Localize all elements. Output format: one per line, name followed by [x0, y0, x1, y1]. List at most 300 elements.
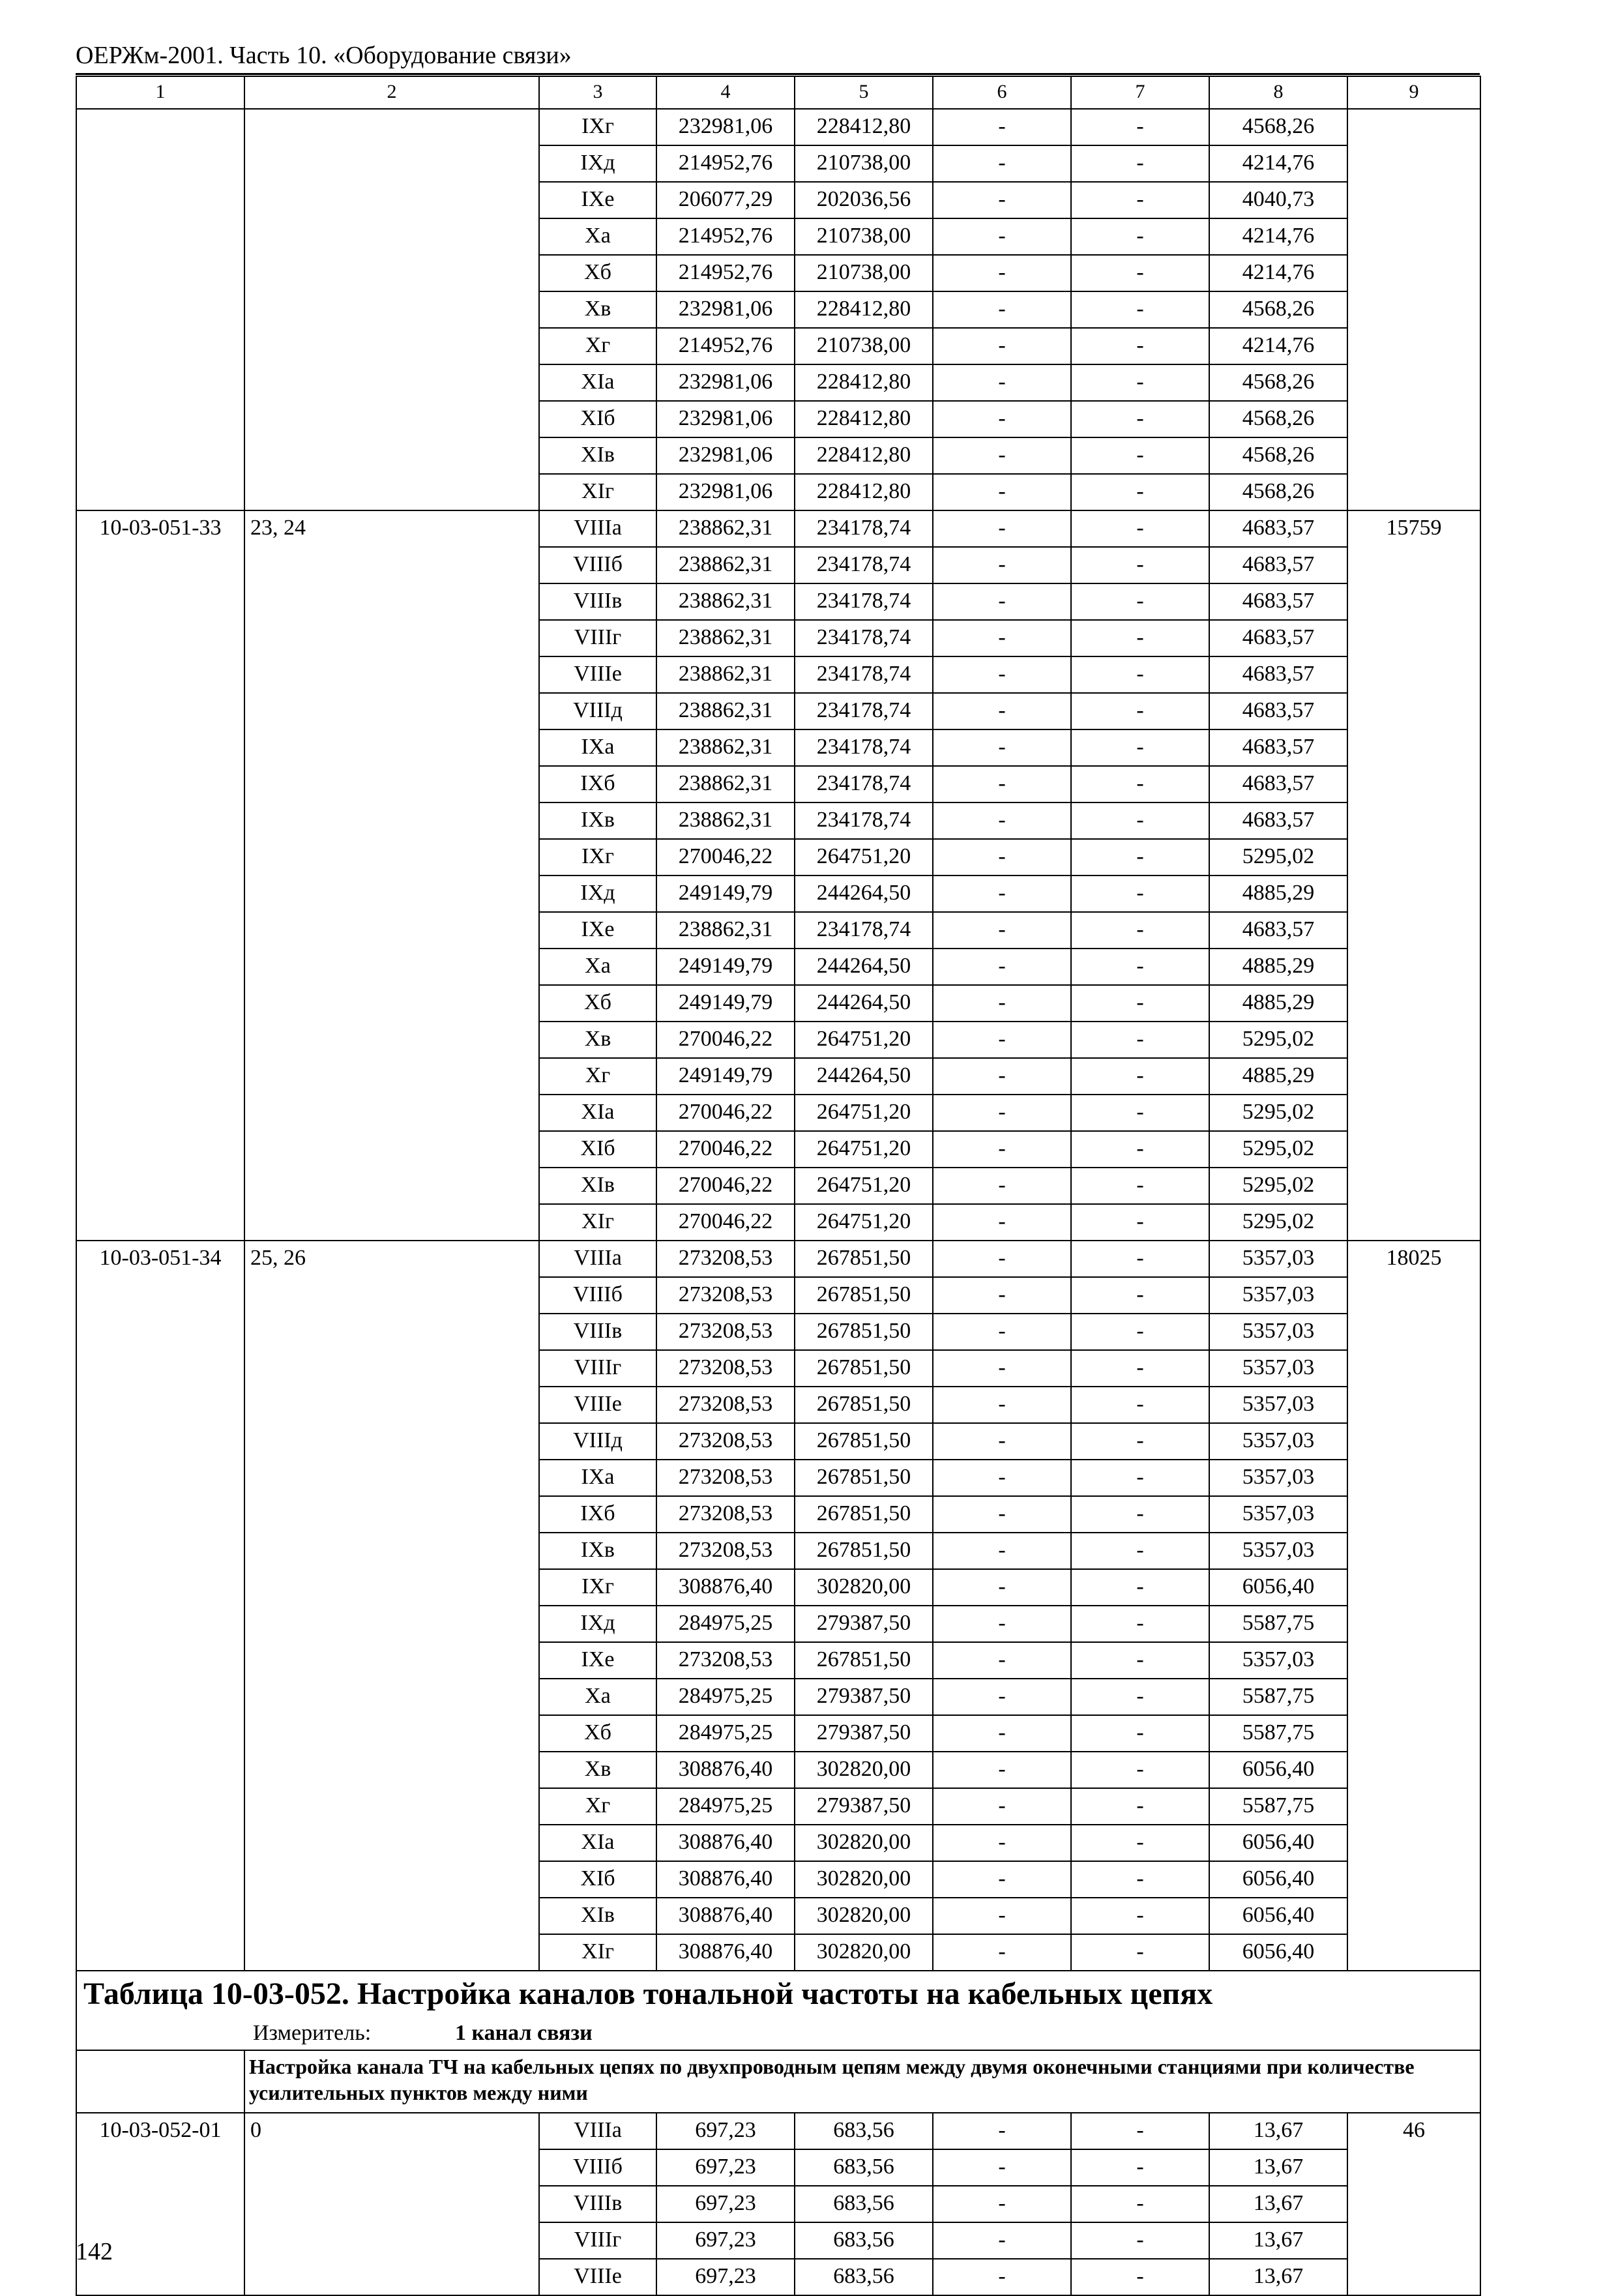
wage-cell: 228412,80 [795, 109, 933, 145]
territorial-zone-cell: XIв [539, 1898, 656, 1934]
direct-cost-cell: 249149,79 [656, 876, 795, 912]
machine-cost-cell: - [933, 364, 1071, 401]
territorial-zone-cell: VIIIе [539, 2259, 656, 2295]
driver-wage-cell: - [1071, 839, 1209, 876]
materials-cost-cell: 6056,40 [1209, 1825, 1347, 1861]
machine-cost-cell: - [933, 1788, 1071, 1825]
territorial-zone-cell: IXд [539, 145, 656, 182]
territorial-zone-cell: Xг [539, 1788, 656, 1825]
direct-cost-cell: 232981,06 [656, 364, 795, 401]
driver-wage-cell: - [1071, 729, 1209, 766]
parameters-cell: 25, 26 [244, 1241, 539, 1971]
territorial-zone-cell: XIб [539, 1131, 656, 1168]
machine-cost-cell: - [933, 2259, 1071, 2295]
wage-cell: 234178,74 [795, 547, 933, 583]
driver-wage-cell: - [1071, 802, 1209, 839]
direct-cost-cell: 273208,53 [656, 1387, 795, 1423]
driver-wage-cell: - [1071, 949, 1209, 985]
territorial-zone-cell: XIа [539, 1095, 656, 1131]
territorial-zone-cell: Xб [539, 985, 656, 1022]
machine-cost-cell: - [933, 1898, 1071, 1934]
territorial-zone-cell: VIIIд [539, 693, 656, 729]
direct-cost-cell: 273208,53 [656, 1460, 795, 1496]
materials-cost-cell: 4568,26 [1209, 291, 1347, 328]
machine-cost-cell: - [933, 1387, 1071, 1423]
materials-cost-cell: 5295,02 [1209, 1168, 1347, 1204]
column-number: 3 [539, 76, 656, 109]
wage-cell: 234178,74 [795, 766, 933, 802]
materials-cost-cell: 4885,29 [1209, 949, 1347, 985]
materials-cost-cell: 5357,03 [1209, 1350, 1347, 1387]
wage-cell: 279387,50 [795, 1606, 933, 1642]
driver-wage-cell: - [1071, 1460, 1209, 1496]
driver-wage-cell: - [1071, 1861, 1209, 1898]
territorial-zone-cell: Xа [539, 949, 656, 985]
materials-cost-cell: 13,67 [1209, 2222, 1347, 2259]
machine-cost-cell: - [933, 802, 1071, 839]
driver-wage-cell: - [1071, 985, 1209, 1022]
direct-cost-cell: 273208,53 [656, 1314, 795, 1350]
machine-cost-cell: - [933, 510, 1071, 547]
materials-cost-cell: 4885,29 [1209, 876, 1347, 912]
column-number: 5 [795, 76, 933, 109]
driver-wage-cell: - [1071, 474, 1209, 510]
territorial-zone-cell: VIIIг [539, 2222, 656, 2259]
driver-wage-cell: - [1071, 766, 1209, 802]
driver-wage-cell: - [1071, 218, 1209, 255]
driver-wage-cell: - [1071, 1204, 1209, 1241]
territorial-zone-cell: XIв [539, 1168, 656, 1204]
table-row [76, 109, 1480, 145]
driver-wage-cell: - [1071, 876, 1209, 912]
territorial-zone-cell: VIIIб [539, 2149, 656, 2186]
machine-cost-cell: - [933, 2222, 1071, 2259]
direct-cost-cell: 238862,31 [656, 766, 795, 802]
machine-cost-cell: - [933, 876, 1071, 912]
materials-cost-cell: 5295,02 [1209, 839, 1347, 876]
machine-cost-cell: - [933, 2113, 1071, 2149]
labor-cost-cell: 18025 [1347, 1241, 1480, 1971]
territorial-zone-cell: XIб [539, 1861, 656, 1898]
description-row [76, 2050, 1480, 2113]
materials-cost-cell: 5295,02 [1209, 1095, 1347, 1131]
territorial-zone-cell: XIг [539, 1204, 656, 1241]
territorial-zone-cell: VIIIб [539, 547, 656, 583]
direct-cost-cell: 284975,25 [656, 1715, 795, 1752]
column-number: 8 [1209, 76, 1347, 109]
wage-cell: 210738,00 [795, 145, 933, 182]
materials-cost-cell: 5357,03 [1209, 1423, 1347, 1460]
direct-cost-cell: 697,23 [656, 2222, 795, 2259]
machine-cost-cell: - [933, 1496, 1071, 1533]
territorial-zone-cell: XIб [539, 401, 656, 437]
territorial-zone-cell: VIIIб [539, 1277, 656, 1314]
machine-cost-cell: - [933, 1168, 1071, 1204]
machine-cost-cell: - [933, 1934, 1071, 1971]
machine-cost-cell: - [933, 437, 1071, 474]
machine-cost-cell: - [933, 1350, 1071, 1387]
territorial-zone-cell: Xг [539, 328, 656, 364]
wage-cell: 302820,00 [795, 1752, 933, 1788]
materials-cost-cell: 13,67 [1209, 2259, 1347, 2295]
machine-cost-cell: - [933, 1277, 1071, 1314]
direct-cost-cell: 249149,79 [656, 949, 795, 985]
wage-cell: 683,56 [795, 2186, 933, 2222]
machine-cost-cell: - [933, 693, 1071, 729]
wage-cell: 264751,20 [795, 1168, 933, 1204]
wage-cell: 210738,00 [795, 328, 933, 364]
driver-wage-cell: - [1071, 1898, 1209, 1934]
territorial-zone-cell: VIIIа [539, 2113, 656, 2149]
driver-wage-cell: - [1071, 510, 1209, 547]
direct-cost-cell: 273208,53 [656, 1423, 795, 1460]
machine-cost-cell: - [933, 949, 1071, 985]
direct-cost-cell: 238862,31 [656, 656, 795, 693]
materials-cost-cell: 5357,03 [1209, 1387, 1347, 1423]
materials-cost-cell: 6056,40 [1209, 1898, 1347, 1934]
materials-cost-cell: 5295,02 [1209, 1022, 1347, 1058]
direct-cost-cell: 238862,31 [656, 620, 795, 656]
territorial-zone-cell: Xб [539, 1715, 656, 1752]
machine-cost-cell: - [933, 1241, 1071, 1277]
wage-cell: 267851,50 [795, 1350, 933, 1387]
wage-cell: 279387,50 [795, 1679, 933, 1715]
territorial-zone-cell: Xв [539, 1752, 656, 1788]
driver-wage-cell: - [1071, 437, 1209, 474]
rate-code-cell: 10-03-052-01 [76, 2113, 244, 2295]
driver-wage-cell: - [1071, 1423, 1209, 1460]
machine-cost-cell: - [933, 1825, 1071, 1861]
territorial-zone-cell: VIIIа [539, 1241, 656, 1277]
machine-cost-cell: - [933, 1679, 1071, 1715]
direct-cost-cell: 308876,40 [656, 1569, 795, 1606]
meter-label: Измеритель: [253, 2021, 372, 2045]
driver-wage-cell: - [1071, 255, 1209, 291]
machine-cost-cell: - [933, 2186, 1071, 2222]
driver-wage-cell: - [1071, 328, 1209, 364]
machine-cost-cell: - [933, 1715, 1071, 1752]
driver-wage-cell: - [1071, 2222, 1209, 2259]
materials-cost-cell: 5357,03 [1209, 1533, 1347, 1569]
direct-cost-cell: 232981,06 [656, 437, 795, 474]
driver-wage-cell: - [1071, 1715, 1209, 1752]
machine-cost-cell: - [933, 620, 1071, 656]
direct-cost-cell: 270046,22 [656, 1022, 795, 1058]
materials-cost-cell: 6056,40 [1209, 1934, 1347, 1971]
wage-cell: 267851,50 [795, 1423, 933, 1460]
driver-wage-cell: - [1071, 1277, 1209, 1314]
machine-cost-cell: - [933, 985, 1071, 1022]
table-row [76, 1241, 1480, 1277]
materials-cost-cell: 5587,75 [1209, 1606, 1347, 1642]
machine-cost-cell: - [933, 1606, 1071, 1642]
machine-cost-cell: - [933, 1314, 1071, 1350]
territorial-zone-cell: Xв [539, 291, 656, 328]
section-description: Настройка канала ТЧ на кабельных цепях по двухпроводным цепям между двумя оконечными станциями при количестве усилительных пунктов между ними [244, 2050, 1480, 2113]
wage-cell: 302820,00 [795, 1825, 933, 1861]
materials-cost-cell: 13,67 [1209, 2149, 1347, 2186]
table-row [76, 2113, 1480, 2149]
wage-cell: 683,56 [795, 2259, 933, 2295]
parameters-cell: 0 [244, 2113, 539, 2295]
materials-cost-cell: 4568,26 [1209, 109, 1347, 145]
territorial-zone-cell: IXа [539, 1460, 656, 1496]
machine-cost-cell: - [933, 1569, 1071, 1606]
direct-cost-cell: 697,23 [656, 2149, 795, 2186]
direct-cost-cell: 270046,22 [656, 1168, 795, 1204]
materials-cost-cell: 5587,75 [1209, 1715, 1347, 1752]
column-number: 1 [76, 76, 244, 109]
materials-cost-cell: 4214,76 [1209, 218, 1347, 255]
blank-cell [76, 2050, 244, 2113]
materials-cost-cell: 4885,29 [1209, 985, 1347, 1022]
direct-cost-cell: 238862,31 [656, 547, 795, 583]
driver-wage-cell: - [1071, 1642, 1209, 1679]
materials-cost-cell: 4568,26 [1209, 401, 1347, 437]
territorial-zone-cell: VIIIе [539, 1387, 656, 1423]
wage-cell: 683,56 [795, 2113, 933, 2149]
machine-cost-cell: - [933, 1058, 1071, 1095]
territorial-zone-cell: IXа [539, 729, 656, 766]
column-number: 7 [1071, 76, 1209, 109]
territorial-zone-cell: IXг [539, 839, 656, 876]
direct-cost-cell: 249149,79 [656, 985, 795, 1022]
direct-cost-cell: 273208,53 [656, 1241, 795, 1277]
direct-cost-cell: 308876,40 [656, 1934, 795, 1971]
wage-cell: 234178,74 [795, 802, 933, 839]
direct-cost-cell: 273208,53 [656, 1350, 795, 1387]
wage-cell: 264751,20 [795, 1131, 933, 1168]
driver-wage-cell: - [1071, 145, 1209, 182]
materials-cost-cell: 4683,57 [1209, 583, 1347, 620]
machine-cost-cell: - [933, 1131, 1071, 1168]
materials-cost-cell: 4683,57 [1209, 656, 1347, 693]
table-row [76, 510, 1480, 547]
materials-cost-cell: 13,67 [1209, 2113, 1347, 2149]
running-header: ОЕРЖм-2001. Часть 10. «Оборудование связи» [76, 42, 572, 69]
direct-cost-cell: 232981,06 [656, 401, 795, 437]
territorial-zone-cell: VIIIа [539, 510, 656, 547]
machine-cost-cell: - [933, 839, 1071, 876]
direct-cost-cell: 697,23 [656, 2186, 795, 2222]
driver-wage-cell: - [1071, 912, 1209, 949]
direct-cost-cell: 214952,76 [656, 218, 795, 255]
materials-cost-cell: 5357,03 [1209, 1314, 1347, 1350]
machine-cost-cell: - [933, 291, 1071, 328]
materials-cost-cell: 4683,57 [1209, 620, 1347, 656]
wage-cell: 302820,00 [795, 1934, 933, 1971]
territorial-zone-cell: Xа [539, 218, 656, 255]
wage-cell: 244264,50 [795, 1058, 933, 1095]
driver-wage-cell: - [1071, 182, 1209, 218]
wage-cell: 234178,74 [795, 656, 933, 693]
wage-cell: 302820,00 [795, 1898, 933, 1934]
materials-cost-cell: 5587,75 [1209, 1679, 1347, 1715]
direct-cost-cell: 308876,40 [656, 1752, 795, 1788]
direct-cost-cell: 270046,22 [656, 839, 795, 876]
materials-cost-cell: 4683,57 [1209, 912, 1347, 949]
direct-cost-cell: 232981,06 [656, 291, 795, 328]
price-table [76, 76, 1481, 2296]
machine-cost-cell: - [933, 656, 1071, 693]
rate-code-cell: 10-03-051-34 [76, 1241, 244, 1971]
driver-wage-cell: - [1071, 1022, 1209, 1058]
wage-cell: 267851,50 [795, 1314, 933, 1350]
driver-wage-cell: - [1071, 364, 1209, 401]
direct-cost-cell: 273208,53 [656, 1533, 795, 1569]
materials-cost-cell: 4683,57 [1209, 693, 1347, 729]
driver-wage-cell: - [1071, 1314, 1209, 1350]
territorial-zone-cell: XIа [539, 1825, 656, 1861]
wage-cell: 234178,74 [795, 912, 933, 949]
driver-wage-cell: - [1071, 583, 1209, 620]
wage-cell: 234178,74 [795, 583, 933, 620]
direct-cost-cell: 697,23 [656, 2259, 795, 2295]
materials-cost-cell: 5357,03 [1209, 1642, 1347, 1679]
direct-cost-cell: 206077,29 [656, 182, 795, 218]
driver-wage-cell: - [1071, 1752, 1209, 1788]
meter-value: 1 канал связи [455, 2021, 593, 2045]
wage-cell: 279387,50 [795, 1715, 933, 1752]
parameters-cell [244, 109, 539, 510]
wage-cell: 234178,74 [795, 729, 933, 766]
driver-wage-cell: - [1071, 1606, 1209, 1642]
machine-cost-cell: - [933, 729, 1071, 766]
territorial-zone-cell: XIв [539, 437, 656, 474]
column-number-row [76, 76, 1480, 109]
materials-cost-cell: 4568,26 [1209, 437, 1347, 474]
machine-cost-cell: - [933, 1752, 1071, 1788]
materials-cost-cell: 6056,40 [1209, 1752, 1347, 1788]
territorial-zone-cell: IXб [539, 766, 656, 802]
meter-cell [76, 2018, 1480, 2050]
materials-cost-cell: 4885,29 [1209, 1058, 1347, 1095]
wage-cell: 244264,50 [795, 985, 933, 1022]
wage-cell: 228412,80 [795, 474, 933, 510]
materials-cost-cell: 5587,75 [1209, 1788, 1347, 1825]
price-table-body [76, 76, 1480, 2295]
materials-cost-cell: 4568,26 [1209, 474, 1347, 510]
driver-wage-cell: - [1071, 1241, 1209, 1277]
driver-wage-cell: - [1071, 1825, 1209, 1861]
territorial-zone-cell: VIIIг [539, 1350, 656, 1387]
parameters-cell: 23, 24 [244, 510, 539, 1241]
materials-cost-cell: 5295,02 [1209, 1131, 1347, 1168]
territorial-zone-cell: VIIIв [539, 583, 656, 620]
direct-cost-cell: 214952,76 [656, 145, 795, 182]
machine-cost-cell: - [933, 401, 1071, 437]
wage-cell: 210738,00 [795, 255, 933, 291]
materials-cost-cell: 4683,57 [1209, 802, 1347, 839]
materials-cost-cell: 4683,57 [1209, 729, 1347, 766]
labor-cost-cell: 46 [1347, 2113, 1480, 2295]
materials-cost-cell: 4040,73 [1209, 182, 1347, 218]
direct-cost-cell: 238862,31 [656, 510, 795, 547]
wage-cell: 264751,20 [795, 839, 933, 876]
direct-cost-cell: 232981,06 [656, 109, 795, 145]
territorial-zone-cell: VIIIв [539, 2186, 656, 2222]
wage-cell: 267851,50 [795, 1496, 933, 1533]
direct-cost-cell: 308876,40 [656, 1861, 795, 1898]
machine-cost-cell: - [933, 1642, 1071, 1679]
machine-cost-cell: - [933, 1460, 1071, 1496]
wage-cell: 244264,50 [795, 876, 933, 912]
header-rule [76, 73, 1480, 75]
meter-row [76, 2018, 1480, 2050]
territorial-zone-cell: Xв [539, 1022, 656, 1058]
territorial-zone-cell: XIа [539, 364, 656, 401]
direct-cost-cell: 273208,53 [656, 1642, 795, 1679]
direct-cost-cell: 238862,31 [656, 583, 795, 620]
territorial-zone-cell: IXг [539, 109, 656, 145]
column-number: 9 [1347, 76, 1480, 109]
direct-cost-cell: 238862,31 [656, 693, 795, 729]
materials-cost-cell: 5357,03 [1209, 1241, 1347, 1277]
driver-wage-cell: - [1071, 693, 1209, 729]
direct-cost-cell: 273208,53 [656, 1277, 795, 1314]
driver-wage-cell: - [1071, 1350, 1209, 1387]
territorial-zone-cell: VIIIв [539, 1314, 656, 1350]
territorial-zone-cell: IXв [539, 802, 656, 839]
wage-cell: 683,56 [795, 2222, 933, 2259]
direct-cost-cell: 284975,25 [656, 1679, 795, 1715]
wage-cell: 202036,56 [795, 182, 933, 218]
driver-wage-cell: - [1071, 401, 1209, 437]
wage-cell: 234178,74 [795, 620, 933, 656]
machine-cost-cell: - [933, 182, 1071, 218]
machine-cost-cell: - [933, 547, 1071, 583]
materials-cost-cell: 5295,02 [1209, 1204, 1347, 1241]
driver-wage-cell: - [1071, 1058, 1209, 1095]
territorial-zone-cell: XIг [539, 474, 656, 510]
wage-cell: 228412,80 [795, 291, 933, 328]
materials-cost-cell: 5357,03 [1209, 1496, 1347, 1533]
wage-cell: 234178,74 [795, 510, 933, 547]
machine-cost-cell: - [933, 1533, 1071, 1569]
driver-wage-cell: - [1071, 656, 1209, 693]
column-number: 2 [244, 76, 539, 109]
driver-wage-cell: - [1071, 1496, 1209, 1533]
machine-cost-cell: - [933, 1095, 1071, 1131]
territorial-zone-cell: Xг [539, 1058, 656, 1095]
driver-wage-cell: - [1071, 1131, 1209, 1168]
materials-cost-cell: 4214,76 [1209, 255, 1347, 291]
materials-cost-cell: 4683,57 [1209, 510, 1347, 547]
driver-wage-cell: - [1071, 1679, 1209, 1715]
direct-cost-cell: 270046,22 [656, 1095, 795, 1131]
materials-cost-cell: 6056,40 [1209, 1569, 1347, 1606]
machine-cost-cell: - [933, 1423, 1071, 1460]
wage-cell: 244264,50 [795, 949, 933, 985]
driver-wage-cell: - [1071, 2186, 1209, 2222]
machine-cost-cell: - [933, 766, 1071, 802]
driver-wage-cell: - [1071, 291, 1209, 328]
wage-cell: 228412,80 [795, 364, 933, 401]
materials-cost-cell: 13,67 [1209, 2186, 1347, 2222]
territorial-zone-cell: IXв [539, 1533, 656, 1569]
driver-wage-cell: - [1071, 1533, 1209, 1569]
wage-cell: 228412,80 [795, 401, 933, 437]
territorial-zone-cell: Xа [539, 1679, 656, 1715]
machine-cost-cell: - [933, 583, 1071, 620]
direct-cost-cell: 249149,79 [656, 1058, 795, 1095]
driver-wage-cell: - [1071, 620, 1209, 656]
territorial-zone-cell: VIIIд [539, 1423, 656, 1460]
direct-cost-cell: 697,23 [656, 2113, 795, 2149]
labor-cost-cell [1347, 109, 1480, 510]
territorial-zone-cell: IXг [539, 1569, 656, 1606]
territorial-zone-cell: VIIIг [539, 620, 656, 656]
